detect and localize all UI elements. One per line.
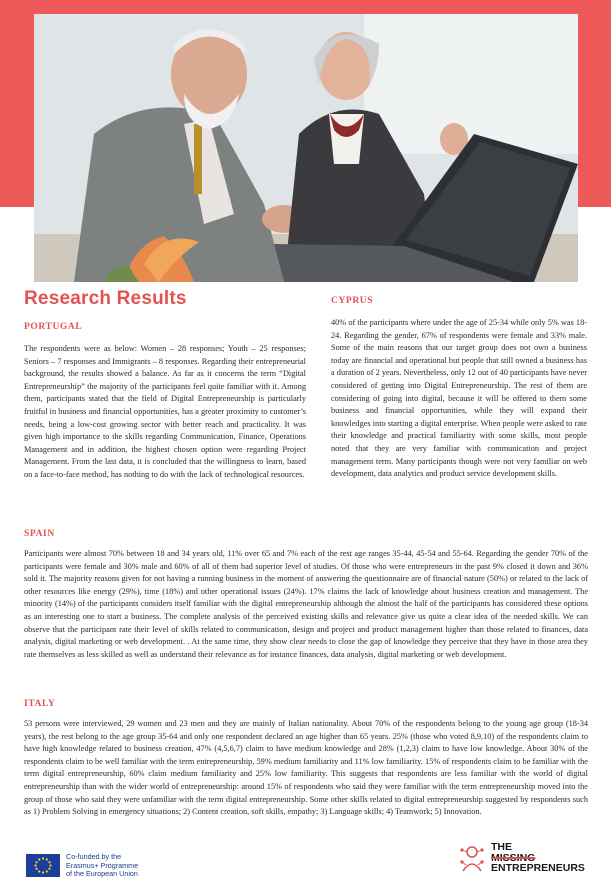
cyprus-paragraph: 40% of the participants where under the age of 25-34 while only 5% was 18-24. Regarding the gender, 67% of respondents were female and 33% male. Some of the main reasons that our target group does not own a business today are financial and operational but people that still owned a business has a duration of 2 years. Nevertheless, only 12 out of 40 participants have never considered of getting into Digital Entrepreneurship. The rest of them are considering of going into digital, because it will be offered to them some business and financial opportunities, while they will expand their knowledges into starting a digital enterprise. When people were asked to rate their knowledge and practical familiarity with some skills, most people noted that they are very familiar with communication and project management term. Many participants though were not very familiar on web development, data analytics and product service development skills. xyxy=(331,318,587,479)
spain-heading: SPAIN xyxy=(24,529,55,539)
missing-entrepreneurs-logo xyxy=(459,842,585,874)
eu-flag-icon xyxy=(26,854,60,877)
italy-heading: ITALY xyxy=(24,699,56,709)
cyprus-heading: CYPRUS xyxy=(331,296,374,306)
eu-line-1: Co-funded by the xyxy=(66,852,122,861)
spain-paragraph: Participants were almost 70% between 18 and 34 years old, 11% over 65 and 7% each of the rest age ranges 35-44, 45-54 and 55-64. Regarding the gender 70% of the participants were female and 30% male and 60% of all of them had superior level of studies. Of those who were entrepreneurs in the past 9% closed it down and 36% sold it. The majority reasons given for not having a running business in the moment of answering the questionnaire are of financial nature (50%) or related to the lack of other resources like energy (29%), time (18%) and other operational issues (24%). 17% claims the lack of knowledge about business creation and management. The minority (14%) of the participants considers itself familiar with the digital entrepreneurship although the almost the half of the participants has considered these options as an interesting one to start a business. The complete analysis of the perceived existing skills and relevance give us quite a clear idea of the needed skills. We can observe that the participant rate their level of skills related to communication, design and project and product management higher than those related to finances, data analysis, digital marketing or web development. . At the same time, they show clear needs to close the gap of knowledge they perceive that they have in those area they rate themselves as less skilled as well as understand their relevance as for instance finances, data analysis, digital marketing or web development. xyxy=(24,549,588,659)
eu-line-2: Erasmus+ Programme xyxy=(66,860,139,870)
header-photo xyxy=(34,14,578,282)
business-people-laptop-photo xyxy=(34,14,578,282)
italy-paragraph: 53 persons were interviewed, 29 women and 23 men and they are mainly of Italian nationality. About 70% of the respondents belong to the young age group (18-34 years), the rest belong to the age group 35-64 and only one respondent declared an age higher than 65 years. 25% (those who voted 8,9,10) of the respondents claim to have high knowledge related to business creation, 47% (4,5,6,7) claim to have medium knowledge and 28% (1,2,3) claim to have low knowledge. About 30% of the respondents claim to be well familiar with the term entrepreneurship, 59% medium familiarity and 11% low familiarity. 15% of respondents claim to be familiar with the term digital entrepreneurship, 60% claim medium familiarity and 25% low familiarity. This suggests that respondents are less familiar with the world of digital entrepreneurship than with the wider world of entrepreneurship: around 15% of respondents who said they were familiar with the term entrepreneurship moved into the group of those who said they were unfamiliar with the term digital entrepreneurship. Some other skills related to digital entrepreneurship suggested by respondents such as 1) Problem Solving in emergency situations; 2) Content creation, soft skills, empathy; 3) Language skills; 4) Teamwork; 5) Innovation. xyxy=(24,719,588,817)
logo-text xyxy=(491,842,585,874)
eu-text xyxy=(66,853,138,879)
portugal-paragraph: The respondents were as below: Women – 28 responses; Youth – 25 responses; Seniors – 7 responses and Immigrants – 8 responses. Regarding their entrepreneurial background, the results showed a balance. As far as it concerns the term “Digital Entrepreneurship” the majority of the participants feel quite familiar with it. Among them, participants stated that the field of Digital Entrepreneurship is particularly fruitful in business and financial opportunities, has a greater proximity to customer’s needs, being a low-cost growing sector with better reach and practicality. It was given high importance to the skills regarding Communication, Finance, Operations Management and in addition, the highest chosen option were regarding Project Management. From the last data, it is concluded that the willingness to learn, based on a face-to-face method, has nothing to do with the lack of technological resources. xyxy=(24,344,306,479)
logo-line-3: ENTREPRENEURS xyxy=(491,862,585,874)
eu-line-3: of the European Union xyxy=(66,869,138,879)
network-person-icon xyxy=(459,843,485,873)
eu-cofunding-badge xyxy=(26,853,138,879)
logo-line-2: MISSING xyxy=(491,851,536,864)
portugal-heading: PORTUGAL xyxy=(24,322,83,332)
logo-line-1: THE xyxy=(491,841,512,853)
page-title: Research Results xyxy=(24,288,187,309)
